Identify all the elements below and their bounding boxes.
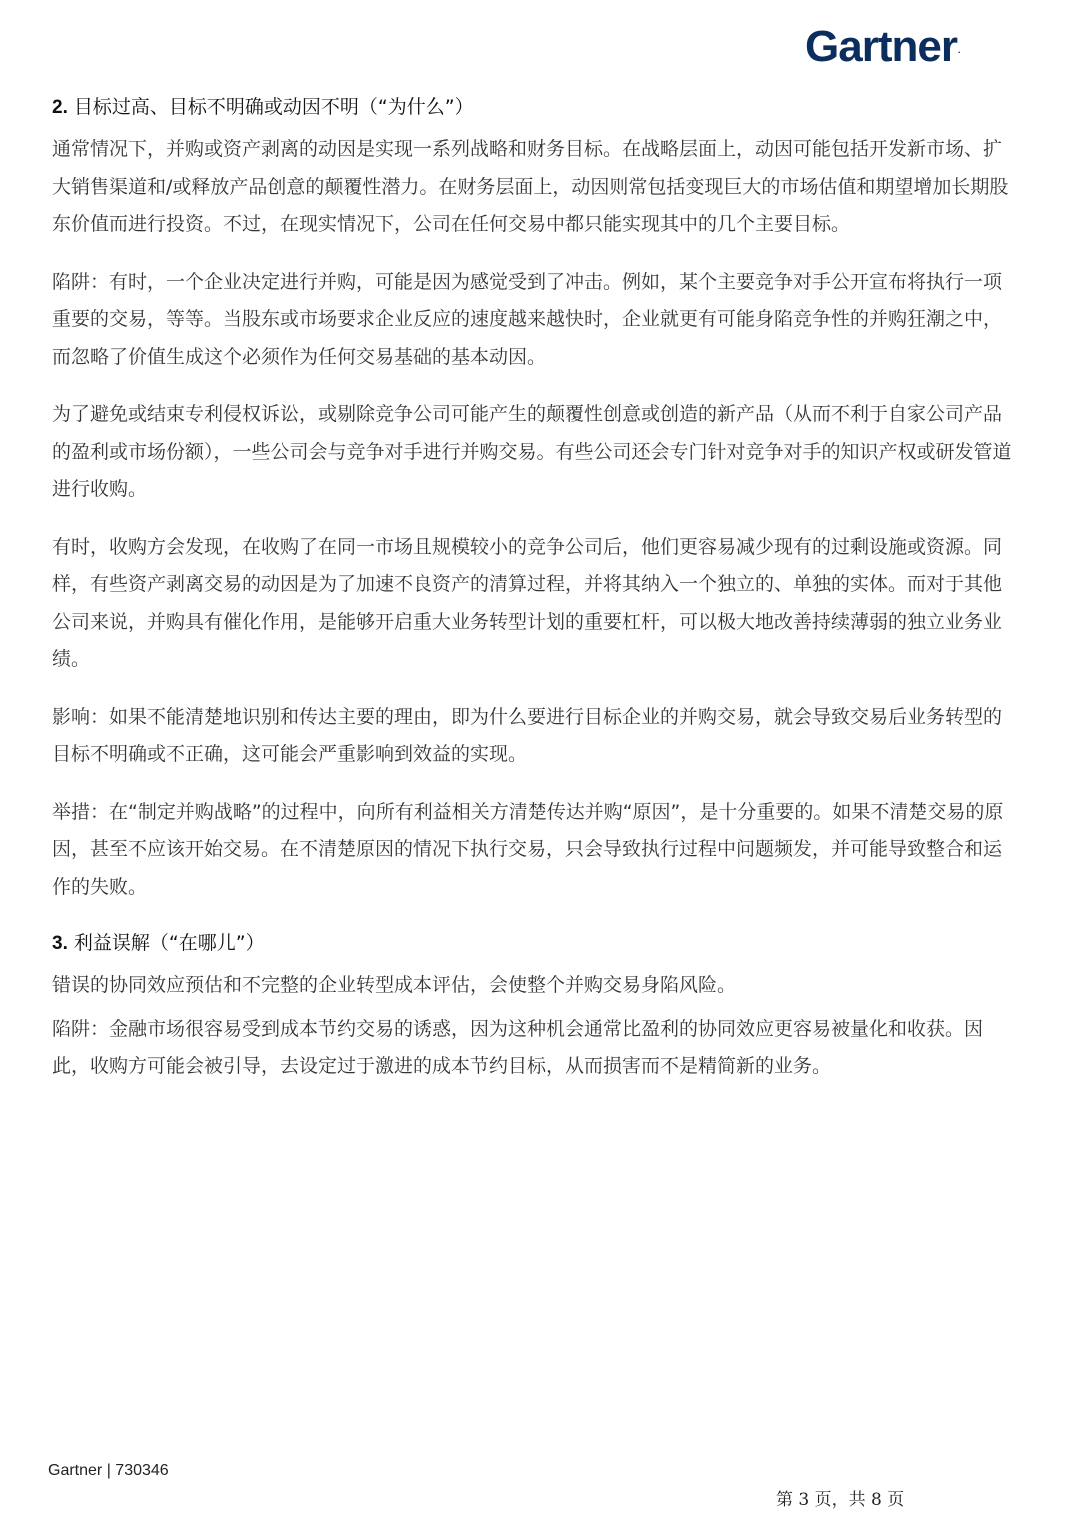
registered-mark: . xyxy=(957,45,961,55)
document-body xyxy=(52,90,1012,1086)
footer-page-number: 第 3 页，共 8 页 xyxy=(776,1490,905,1510)
paragraph: 有时，收购方会发现，在收购了在同一市场且规模较小的竞争公司后，他们更容易减少现有的过剩设施或资源。同样，有些资产剥离交易的动因是为了加速不良资产的清算过程，并将其纳入一个独立的、单独的实体。而对于其他公司来说，并购具有催化作用，是能够开启重大业务转型计划的重要杠杆，可以极大地改善持续薄弱的独立业务业绩。 xyxy=(52,535,1003,670)
paragraph: 举措：在“制定并购战略”的过程中，向所有利益相关方清楚传达并购“原因”，是十分重要的。如果不清楚交易的原因，甚至不应该开始交易。在不清楚原因的情况下执行交易，只会导致执行过程中问题频发，并可能导致整合和运作的失败。 xyxy=(52,800,1004,898)
paragraph: 为了避免或结束专利侵权诉讼，或剔除竞争公司可能产生的颠覆性创意或创造的新产品（从而不利于自家公司产品的盈利或市场份额），一些公司会与竞争对手进行并购交易。有些公司还会专门针对竞争对手的知识产权或研发管道进行收购。 xyxy=(52,403,1012,500)
paragraph: 通常情况下，并购或资产剥离的动因是实现一系列战略和财务目标。在战略层面上，动因可能包括开发新市场、扩大销售渠道和/或释放产品创意的颠覆性潜力。在财务层面上，动因则常包括变现巨大的市场估值和期望增加长期股东价值而进行投资。不过，在现实情况下，公司在任何交易中都只能实现其中的几个主要目标。 xyxy=(52,138,1009,235)
gartner-logo: Gartner. xyxy=(805,22,961,71)
paragraph: 陷阱：金融市场很容易受到成本节约交易的诱惑，因为这种机会通常比盈利的协同效应更容易被量化和收获。因此，收购方可能会被引导，去设定过于激进的成本节约目标，从而损害而不是精简新的业务。 xyxy=(52,1017,984,1077)
section-heading-3: 3. 利益误解（“在哪儿”） xyxy=(52,932,265,954)
paragraph: 影响：如果不能清楚地识别和传达主要的理由，即为什么要进行目标企业的并购交易，就会导致交易后业务转型的目标不明确或不正确，这可能会严重影响到效益的实现。 xyxy=(52,705,1003,765)
section-heading-2: 2. 目标过高、目标不明确或动因不明（“为什么”） xyxy=(52,96,474,118)
footer-doc-id: Gartner | 730346 xyxy=(48,1462,169,1479)
paragraph: 陷阱：有时，一个企业决定进行并购，可能是因为感觉受到了冲击。例如，某个主要竞争对手公开宣布将执行一项重要的交易，等等。当股东或市场要求企业反应的速度越来越快时，企业就更有可能身陷竞争性的并购狂潮之中，而忽略了价值生成这个必须作为任何交易基础的基本动因。 xyxy=(52,270,1003,368)
paragraph: 错误的协同效应预估和不完整的企业转型成本评估，会使整个并购交易身陷风险。 xyxy=(52,974,737,996)
